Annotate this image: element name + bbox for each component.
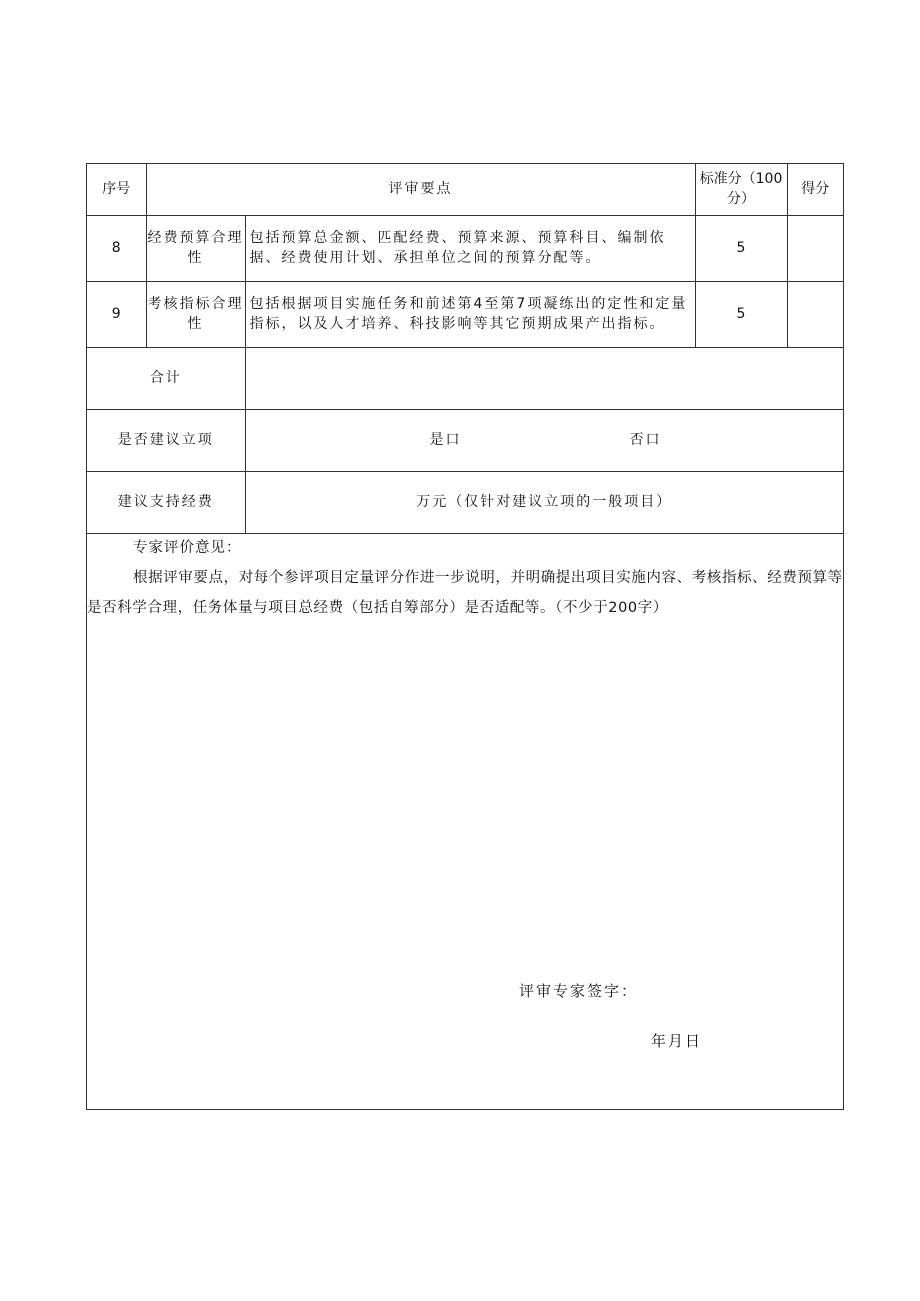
row-score-cell[interactable] — [787, 215, 843, 281]
header-index: 序号 — [87, 164, 146, 215]
total-row — [87, 347, 843, 409]
row-description: 包括根据项目实施任务和前述第4至第7项凝练出的定性和定量指标，以及人才培养、科技影响等其它预期成果产出指标。 — [245, 281, 695, 347]
row-item: 考核指标合理性 — [146, 281, 245, 347]
funding-row — [87, 471, 843, 533]
row-standard: 5 — [695, 281, 787, 347]
expert-comment-section[interactable] — [87, 533, 843, 623]
table-row — [87, 215, 843, 281]
recommend-yes-option[interactable]: 是口 — [429, 432, 462, 448]
total-label: 合计 — [87, 347, 245, 409]
row-description: 包括预算总金额、匹配经费、预算来源、预算科目、编制依据、经费使用计划、承担单位之间的预算分配等。 — [245, 215, 695, 281]
recommend-row — [87, 409, 843, 471]
recommend-label: 是否建议立项 — [87, 409, 245, 471]
row-standard: 5 — [695, 215, 787, 281]
review-table — [87, 164, 843, 534]
funding-label: 建议支持经费 — [87, 471, 245, 533]
table-row — [87, 281, 843, 347]
expert-signature-label: 评审专家签字： — [519, 982, 639, 1000]
row-index: 9 — [87, 281, 146, 347]
funding-value[interactable]: 万元（仅针对建议立项的一般项目） — [245, 471, 843, 533]
recommend-options — [245, 409, 843, 471]
recommend-no-option[interactable]: 否口 — [629, 432, 662, 448]
signature-date: 年月日 — [651, 1032, 703, 1050]
comment-instructions: 根据评审要点，对每个参评项目定量评分作进一步说明，并明确提出项目实施内容、考核指标、经费预算等是否科学合理，任务体量与项目总经费（包括自筹部分）是否适配等。（不少于200字） — [87, 570, 843, 616]
table-header-row — [87, 164, 843, 215]
row-index: 8 — [87, 215, 146, 281]
row-item: 经费预算合理性 — [146, 215, 245, 281]
review-form — [86, 163, 844, 1110]
total-value-cell[interactable] — [245, 347, 843, 409]
row-score-cell[interactable] — [787, 281, 843, 347]
header-score: 得分 — [787, 164, 843, 215]
header-review-points: 评审要点 — [146, 164, 695, 215]
header-standard-score: 标准分（100分） — [695, 164, 787, 215]
comment-title: 专家评价意见： — [133, 540, 242, 556]
